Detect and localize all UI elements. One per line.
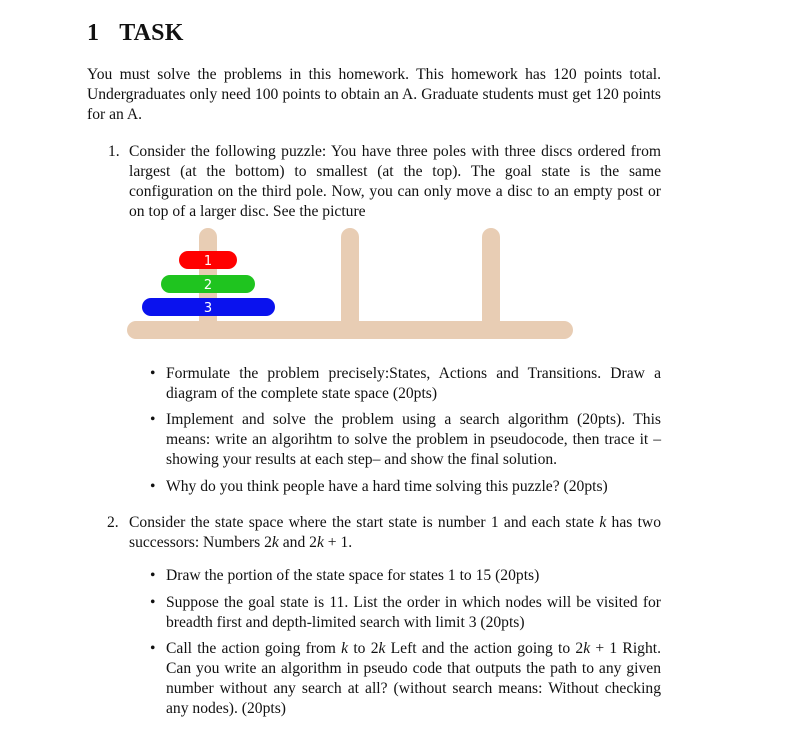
pole-2: [341, 228, 359, 332]
math-k: k: [341, 640, 349, 657]
disc-2: [161, 275, 255, 293]
bullet-marker: •: [150, 365, 156, 382]
disc-2-label: 2: [203, 278, 213, 293]
problem-1-number: 1.: [108, 143, 120, 160]
intro-paragraph: You must solve the problems in this homework. This homework has 120 points total. Undergraduates only need 100 points to obtain an A. Graduate students must get 120 points for an A.: [87, 66, 661, 123]
text-segment: has two successors: Numbers 2: [129, 514, 661, 551]
math-k: k: [316, 534, 324, 551]
text-segment: Suppose the goal state is 11. List the order in which nodes will be visited for breadth first and depth-limited search with limit 3 (20pts): [166, 594, 661, 631]
problem-2-number: 2.: [107, 514, 119, 531]
section-heading: [87, 20, 184, 47]
text-segment: Left and the action going to 2: [385, 640, 584, 657]
text-segment: Call the action going from: [166, 640, 342, 657]
text-segment: + 1 Right. Can you write an algorithm in pseudo code that outputs the path to any given number without any search at all? (without search means: Without checking any nodes). (20pts): [166, 640, 661, 717]
text-segment: Consider the state space where the start state is number 1 and each state: [129, 514, 600, 531]
bullet-marker: •: [150, 411, 156, 428]
disc-3: [142, 298, 275, 316]
pole-3: [482, 228, 500, 332]
math-k: k: [599, 514, 607, 531]
pole-base: [127, 321, 573, 339]
text-segment: Draw the portion of the state space for states 1 to 15 (20pts): [166, 567, 540, 584]
problem-1-bullet-3: Why do you think people have a hard time solving this puzzle? (20pts): [166, 478, 608, 495]
math-k: k: [271, 534, 279, 551]
problem-1-bullet-2: Implement and solve the problem using a search algorithm (20pts). This means: write an algorihtm to solve the problem in pseudocode, then trace it –showing your results at each step– and show the final solution.: [166, 411, 661, 468]
disc-1: [179, 251, 237, 269]
math-k: k: [583, 640, 591, 657]
problem-1-text: Consider the following puzzle: You have three poles with three discs ordered from largest (at the bottom) to smallest (at the top). The goal state is the same configuration on the third pole. Now, you can only move a disc to an empty post or on top of a larger disc. See the picture: [129, 143, 661, 220]
section-number: 1: [87, 20, 100, 46]
disc-3-label: 3: [203, 301, 213, 316]
disc-1-label: 1: [203, 254, 213, 269]
problem-2-bullet-2: [166, 593, 661, 633]
tower-of-hanoi-figure: [120, 222, 580, 346]
bullet-marker: •: [150, 478, 156, 495]
problem-2-text: [129, 513, 661, 553]
problem-2-bullet-1: [166, 566, 661, 586]
bullet-marker: •: [150, 567, 156, 584]
text-segment: and 2: [278, 534, 317, 551]
problem-1-bullet-1: Formulate the problem precisely:States, Actions and Transitions. Draw a diagram of the complete state space (20pts): [166, 365, 661, 402]
section-title: TASK: [119, 20, 184, 46]
math-k: k: [378, 640, 386, 657]
bullet-marker: •: [150, 594, 156, 611]
text-segment: to 2: [348, 640, 379, 657]
problem-2-bullet-3: [166, 639, 661, 719]
bullet-marker: •: [150, 640, 156, 657]
text-segment: + 1.: [323, 534, 353, 551]
